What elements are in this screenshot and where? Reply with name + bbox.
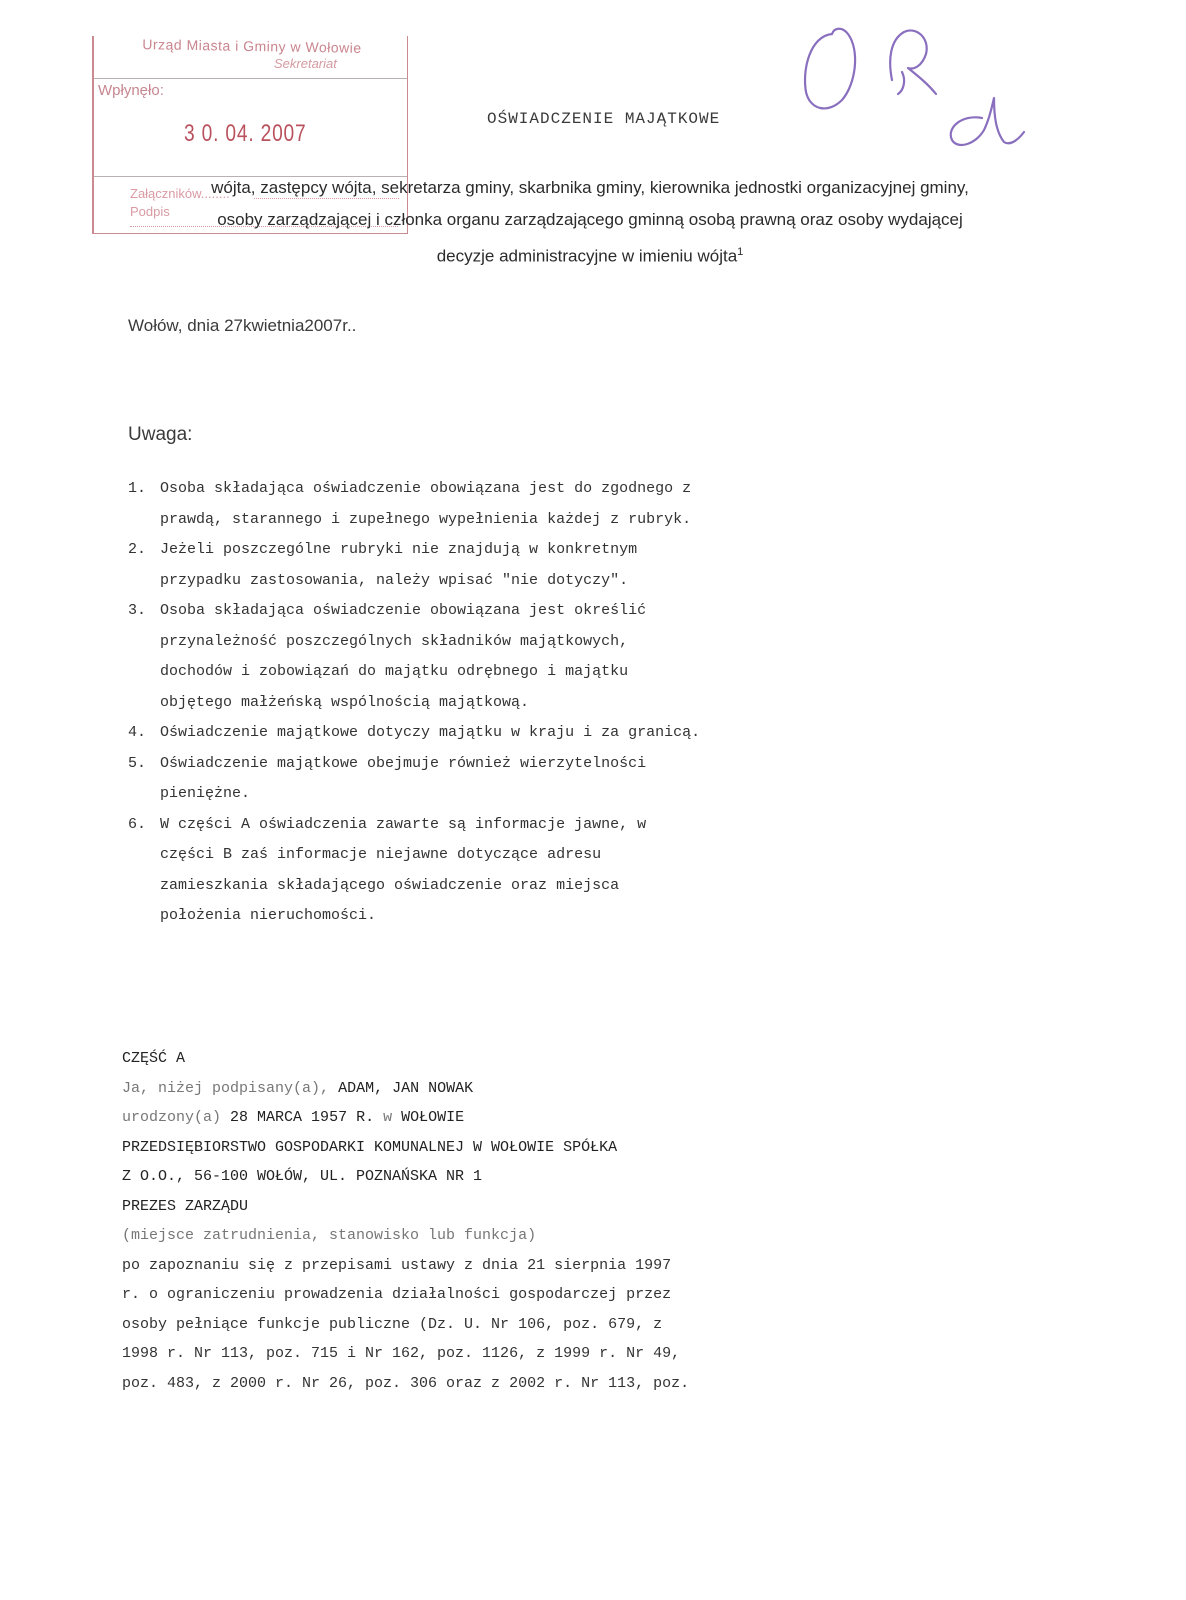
stamp-received-label: Wpłynęło: (98, 82, 164, 99)
document-subtitle (100, 172, 1080, 273)
law-line: osoby pełniące funkcje publiczne (Dz. U. Nr 106, poz. 679, z (122, 1315, 663, 1333)
note-heading: Uwaga: (128, 424, 193, 445)
birth-in: w (383, 1109, 393, 1126)
name-prefix: Ja, niżej podpisany(a), (122, 1079, 330, 1097)
part-a-heading: CZĘŚĆ A (122, 1050, 186, 1067)
note-line: Oświadczenie majątkowe dotyczy majątku w kraju i za granicą. (160, 724, 701, 741)
law-line: 1998 r. Nr 113, poz. 715 i Nr 162, poz. 1126, z 1999 r. Nr 49, (122, 1345, 681, 1362)
note-item (128, 810, 868, 932)
footnote-marker: 1 (737, 246, 744, 258)
place-and-date: Wołów, dnia 27kwietnia2007r.. (128, 316, 357, 335)
note-line: części B zaś informacje niejawne dotyczące adresu (160, 846, 602, 863)
note-line: prawdą, starannego i zupełnego wypełnienia każdej z rubryk. (160, 510, 692, 528)
birth-date: 28 MARCA 1957 R. (230, 1109, 375, 1126)
stamp-office-name: Urząd Miasta i Gminy w Wołowie (142, 36, 362, 56)
stamp-signature-label: Podpis (130, 204, 170, 219)
law-line: po zapoznaniu się z przepisami ustawy z dnia 21 sierpnia 1997 (122, 1256, 672, 1274)
employer-line: Z O.O., 56-100 WOŁÓW, UL. POZNAŃSKA NR 1 (122, 1168, 483, 1185)
note-item (128, 535, 868, 596)
stamp-divider (94, 78, 407, 79)
born-prefix: urodzony(a) (122, 1109, 222, 1126)
note-line: Jeżeli poszczególne rubryki nie znajdują w konkretnym (160, 541, 638, 558)
stamp-office-sub: Sekretariat (274, 56, 337, 71)
law-line: r. o ograniczeniu prowadzenia działalności gospodarczej przez (122, 1286, 672, 1303)
position-line: PREZES ZARZĄDU (122, 1197, 249, 1215)
note-item (128, 718, 868, 749)
declarant-name: ADAM, JAN NOWAK (338, 1079, 474, 1097)
note-line: przypadku zastosowania, należy wpisać "nie dotyczy". (160, 571, 629, 589)
notes-list (128, 474, 868, 932)
note-line: pieniężne. (160, 785, 251, 802)
note-number: 3. (128, 602, 147, 619)
birth-line (122, 1103, 842, 1133)
handwritten-annotation (790, 10, 1030, 160)
subtitle-line: osoby zarządzającej i członka organu zarządzającego gminną osobą prawną oraz osoby wydającej (217, 210, 963, 229)
note-number: 1. (128, 480, 147, 497)
note-line: dochodów i zobowiązań do majątku odrębnego i majątku (160, 663, 629, 680)
subtitle-line (100, 236, 1080, 273)
note-number: 2. (128, 541, 147, 558)
declarant-name-line (122, 1074, 842, 1104)
stamp-attachments-label: Załączników........ (130, 186, 230, 201)
note-line: położenia nieruchomości. (160, 907, 377, 924)
birth-place: WOŁOWIE (401, 1109, 465, 1126)
note-line: zamieszkania składającego oświadczenie oraz miejsca (160, 876, 620, 894)
part-a-section (122, 1044, 842, 1398)
employment-caption: (miejsce zatrudnienia, stanowisko lub funkcja) (122, 1227, 537, 1244)
note-line: przynależność poszczególnych składników majątkowych, (160, 632, 629, 650)
note-line: W części A oświadczenia zawarte są informacje jawne, w (160, 815, 647, 833)
note-number: 5. (128, 754, 147, 772)
subtitle-line: wójta, zastępcy wójta, sekretarza gminy, skarbnika gminy, kierownika jednostki organizacyjnej gminy, (211, 178, 969, 197)
employer-line: PRZEDSIĘBIORSTWO GOSPODARKI KOMUNALNEJ W WOŁOWIE SPÓŁKA (122, 1138, 618, 1156)
note-item (128, 474, 868, 535)
note-line: Osoba składająca oświadczenie obowiązana jest określić (160, 602, 647, 619)
stamp-received-date: 3 0. 04. 2007 (184, 120, 307, 147)
note-line: Osoba składająca oświadczenie obowiązana jest do zgodnego z (160, 480, 692, 497)
law-line: poz. 483, z 2000 r. Nr 26, poz. 306 oraz z 2002 r. Nr 113, poz. (122, 1374, 690, 1392)
note-line: Oświadczenie majątkowe obejmuje również wierzytelności (160, 754, 647, 772)
subtitle-line-text: decyzje administracyjne w imieniu wójta (436, 246, 738, 266)
note-number: 4. (128, 724, 147, 741)
note-item (128, 596, 868, 718)
document-title: OŚWIADCZENIE MAJĄTKOWE (487, 110, 721, 128)
note-line: objętego małżeńską wspólnością majątkową. (160, 693, 530, 711)
note-number: 6. (128, 815, 147, 833)
note-item (128, 749, 868, 810)
